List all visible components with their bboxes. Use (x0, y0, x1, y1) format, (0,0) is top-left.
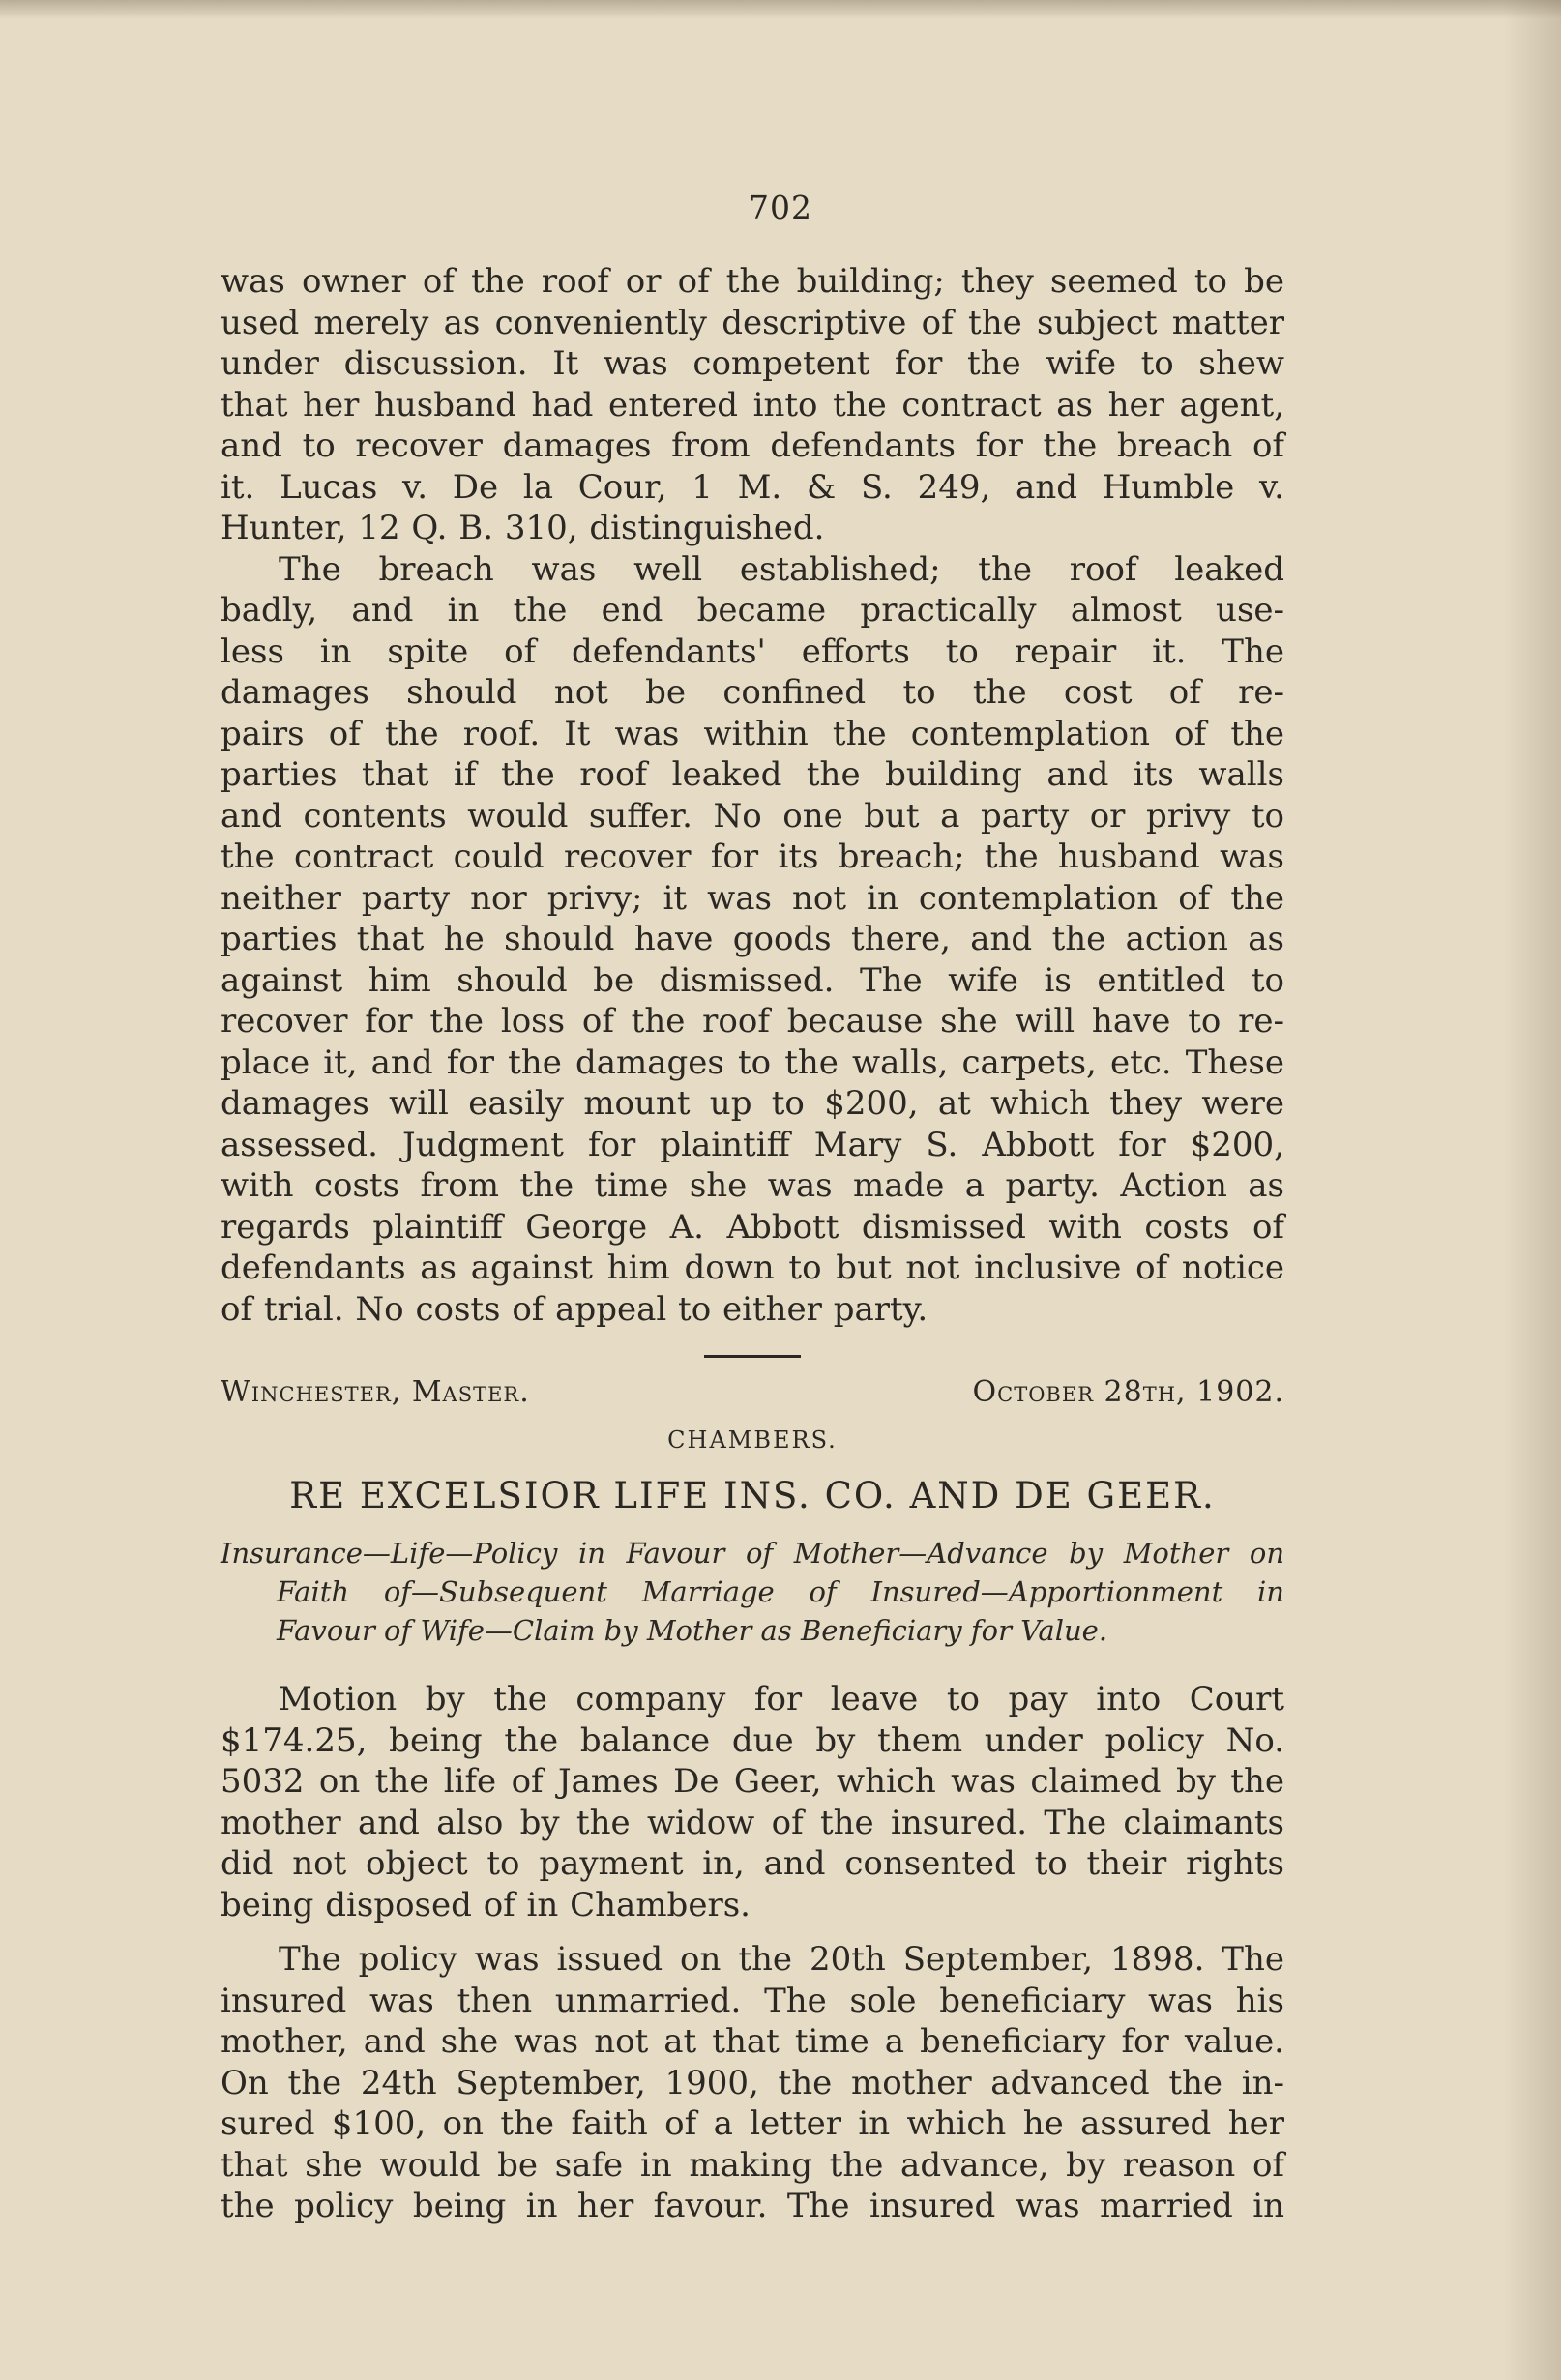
text-line: neither party nor privy; it was not in contemplation of the (221, 878, 1284, 918)
paragraph-continued-opinion (221, 261, 1284, 549)
spacer (221, 1650, 1284, 1679)
text-line: $174.25, being the balance due by them under policy No. (221, 1720, 1284, 1760)
text-line: the contract could recover for its breach; the husband was (221, 837, 1284, 876)
judge-name: Winchester, Master. (221, 1375, 530, 1409)
text-line: Motion by the company for leave to pay into Court (279, 1680, 1284, 1719)
text-line: used merely as conveniently descriptive of the subject matter (221, 303, 1284, 342)
text-line: mother and also by the widow of the insured. The claimants (221, 1803, 1284, 1842)
text-line: did not object to payment in, and consented to their rights (221, 1844, 1284, 1883)
text-line: insured was then unmarried. The sole beneficiary was his (221, 1981, 1284, 2020)
headnote-line: Faith of—Subsequent Marriage of Insured—Apportionment in (277, 1575, 1284, 1608)
text-line: The policy was issued on the 20th September, 1898. The (279, 1940, 1284, 1979)
text-line: The breach was well established; the roof leaked (279, 549, 1284, 589)
page-edge-shadow (0, 0, 1561, 19)
section-divider (704, 1355, 801, 1358)
text-line: pairs of the roof. It was within the contemplation of the (221, 714, 1284, 753)
text-line: regards plaintiff George A. Abbott dismissed with costs of (221, 1207, 1284, 1247)
headnote (221, 1534, 1284, 1650)
text-line: under discussion. It was competent for the wife to shew (221, 344, 1284, 383)
text-line: that her husband had entered into the contract as her agent, (221, 385, 1284, 425)
paragraph-breach (221, 549, 1284, 1331)
headnote-line: Favour of Wife—Claim by Mother as Beneficiary for Value. (277, 1614, 1108, 1647)
text-line: Hunter, 12 Q. B. 310, distinguished. (221, 509, 825, 547)
text-line: damages will easily mount up to $200, at which they were (221, 1084, 1284, 1123)
text-line: 5032 on the life of James De Geer, which was claimed by the (221, 1762, 1284, 1801)
text-line: against him should be dismissed. The wife is entitled to (221, 960, 1284, 1000)
text-line: assessed. Judgment for plaintiff Mary S. Abbott for $200, (221, 1125, 1284, 1164)
text-line: and to recover damages from defendants for the breach of (221, 426, 1284, 465)
court-designation: CHAMBERS. (667, 1426, 838, 1454)
text-line: the policy being in her favour. The insured was married in (221, 2187, 1284, 2225)
case-title: RE EXCELSIOR LIFE INS. CO. AND DE GEER. (289, 1475, 1216, 1516)
text-line: less in spite of defendants' efforts to repair it. The (221, 632, 1284, 671)
text-line: recover for the loss of the roof because she will have to re- (221, 1002, 1284, 1041)
text-line: that she would be safe in making the advance, by reason of (221, 2145, 1284, 2185)
text-column (221, 261, 1284, 2227)
text-line: of trial. No costs of appeal to either party. (221, 1289, 928, 1329)
text-line: was owner of the roof or of the building; they seemed to be (221, 262, 1284, 301)
case-date: October 28th, 1902. (972, 1375, 1284, 1409)
text-line: mother, and she was not at that time a beneficiary for value. (221, 2022, 1284, 2061)
text-line: parties that he should have goods there, and the action as (221, 920, 1284, 958)
text-line: being disposed of in Chambers. (221, 1885, 751, 1925)
page-gutter-shadow (1503, 0, 1561, 2380)
text-line: On the 24th September, 1900, the mother advanced the in- (221, 2063, 1284, 2102)
page-number: 702 (749, 189, 812, 226)
case-header (221, 1375, 1284, 1409)
text-line: it. Lucas v. De la Cour, 1 M. & S. 249, and Humble v. (221, 467, 1284, 507)
text-line: and contents would suffer. No one but a party or privy to (221, 796, 1284, 836)
spacer (221, 1925, 1284, 1939)
text-line: defendants as against him down to but not inclusive of notice (221, 1249, 1284, 1287)
paragraph-motion (221, 1679, 1284, 1925)
text-line: with costs from the time she was made a party. Action as (221, 1166, 1284, 1205)
text-line: damages should not be confined to the cost of re- (221, 673, 1284, 712)
headnote-line: Insurance—Life—Policy in Favour of Mother—Advance by Mother on (221, 1537, 1284, 1570)
text-line: parties that if the roof leaked the building and its walls (221, 755, 1284, 794)
text-line: sured $100, on the faith of a letter in which he assured her (221, 2104, 1284, 2143)
text-line: place it, and for the damages to the walls, carpets, etc. These (221, 1043, 1284, 1082)
text-line: badly, and in the end became practically almost use- (221, 591, 1284, 630)
paragraph-policy (221, 1939, 1284, 2227)
